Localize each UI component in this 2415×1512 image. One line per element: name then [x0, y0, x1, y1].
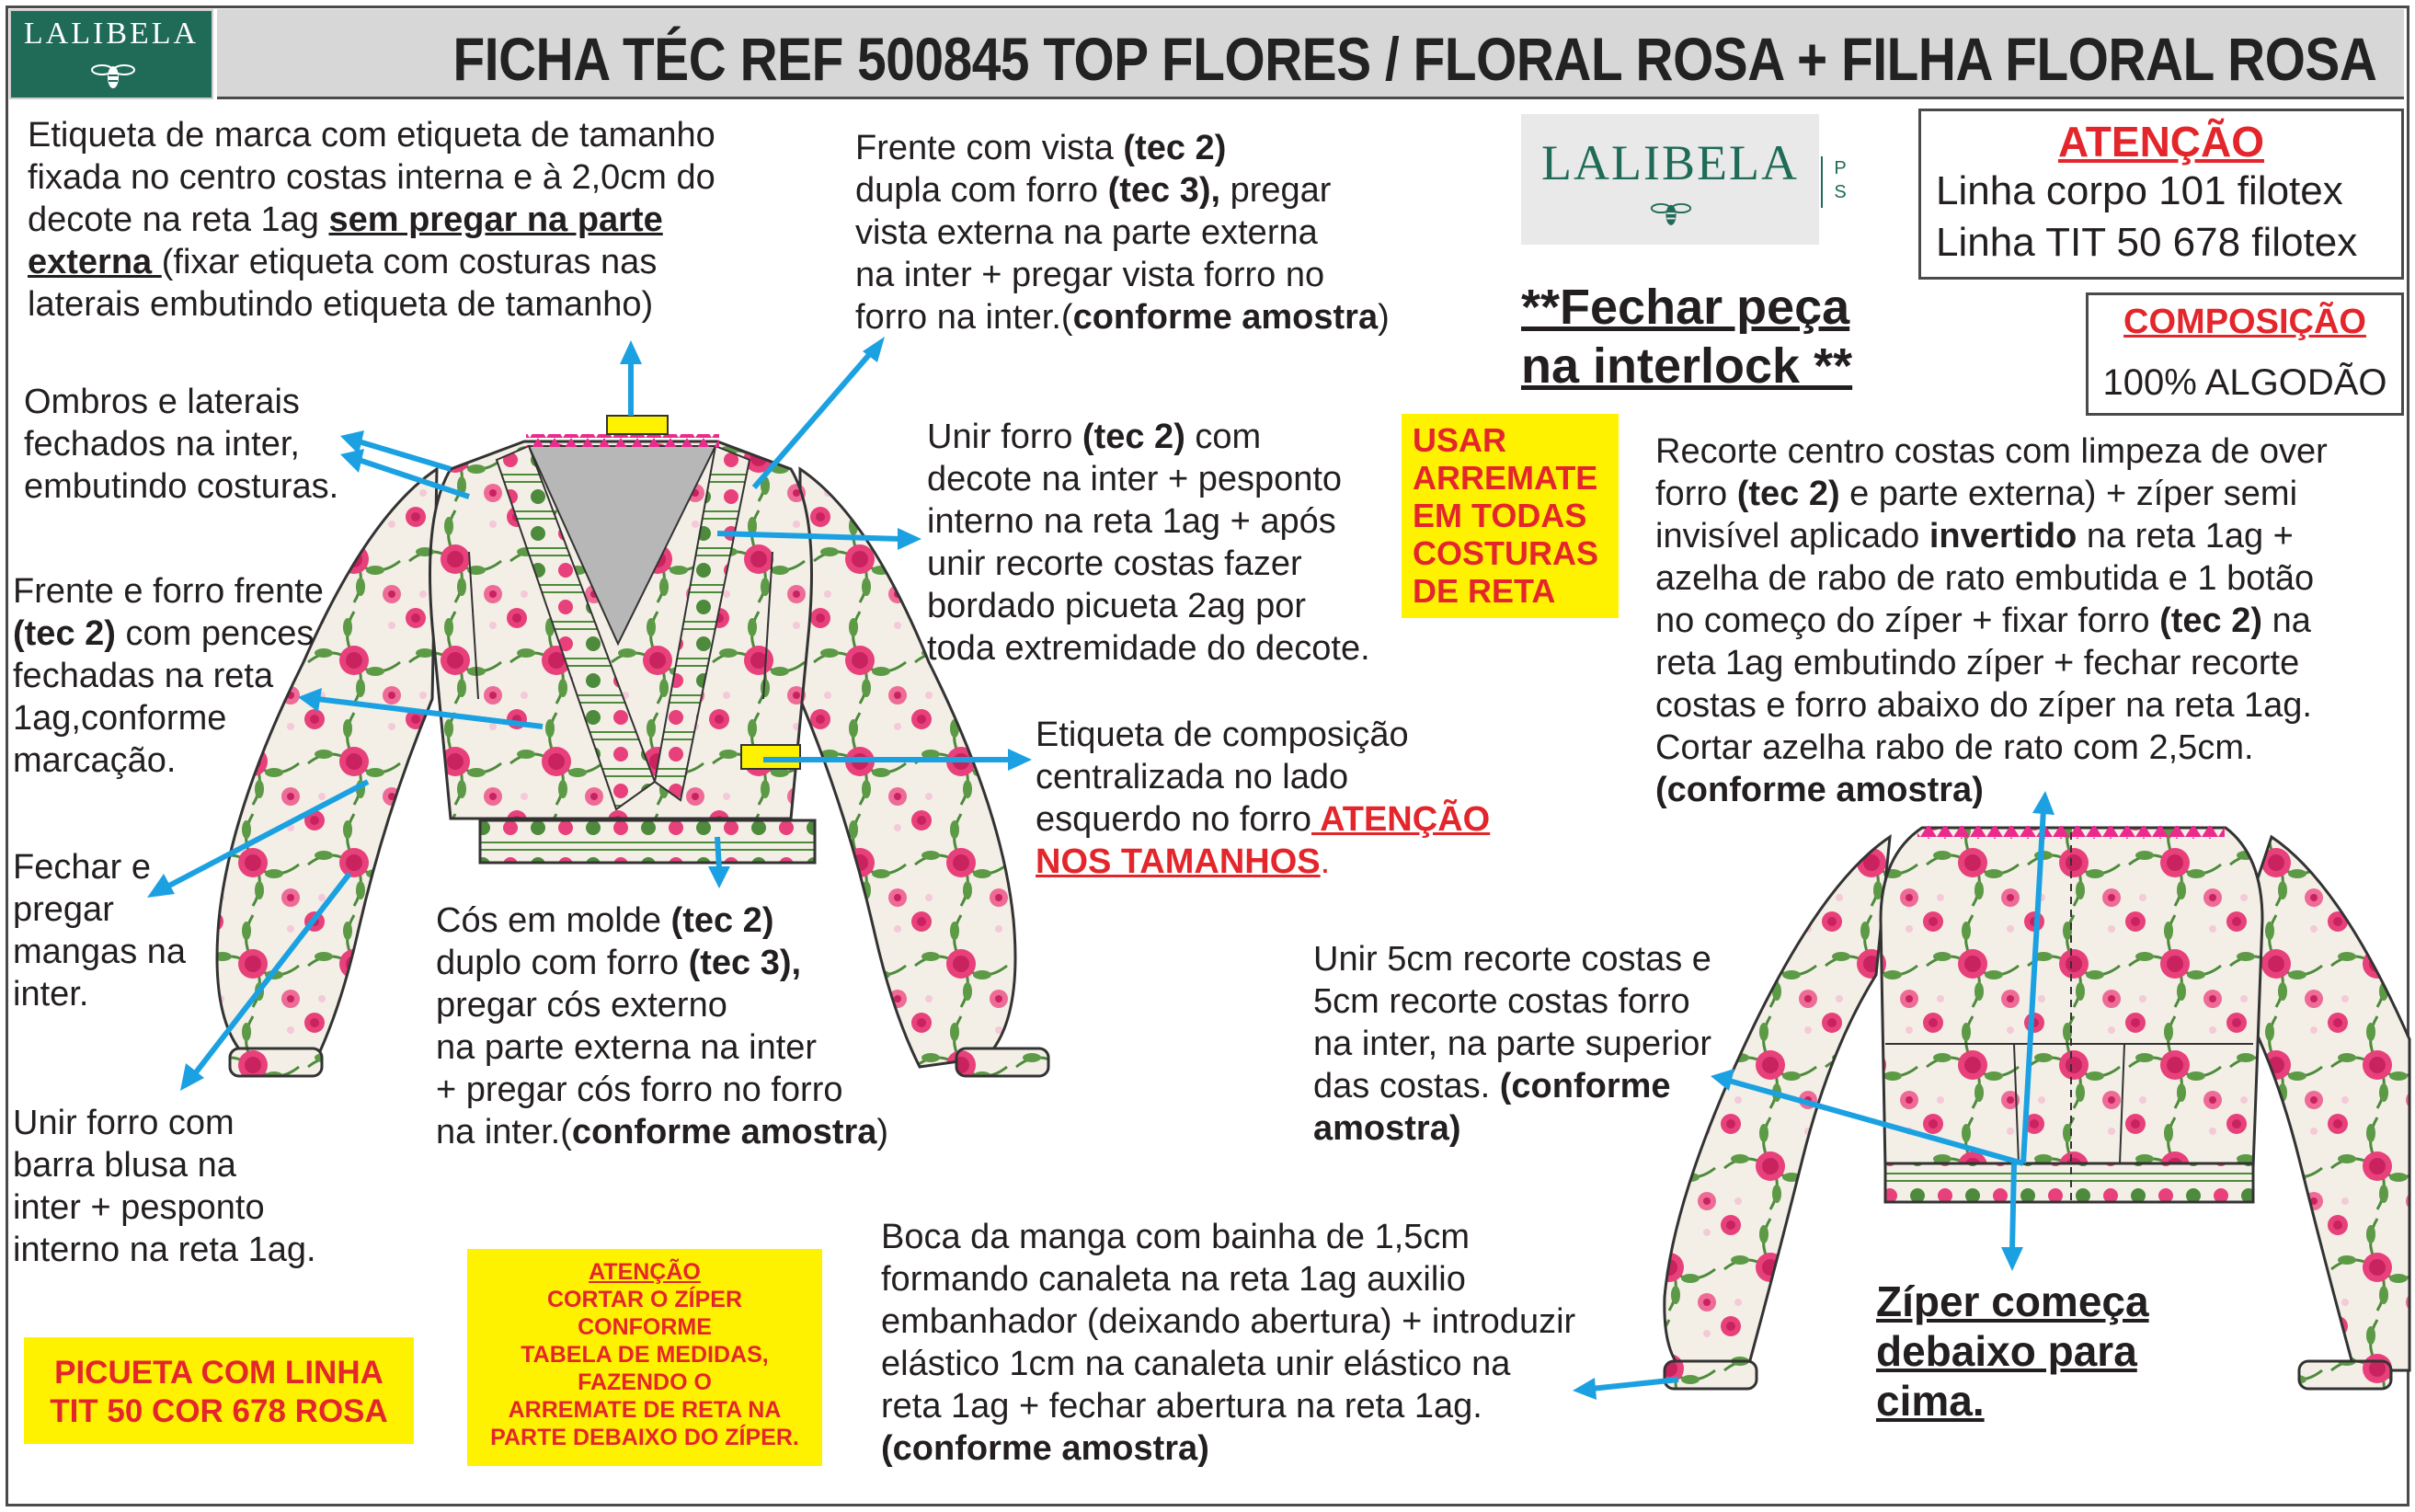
- attention-line-1: Linha corpo 101 filotex: [1936, 168, 2343, 213]
- brand-p-letter: P: [1834, 158, 1847, 178]
- note-line: Zíper começa: [1876, 1277, 2149, 1325]
- note-emphasis: (tec 2): [13, 614, 116, 653]
- note-emphasis: (tec 2): [670, 901, 774, 940]
- note-line: barra blusa na: [13, 1146, 236, 1185]
- note-line: 5cm recorte costas forro: [1313, 982, 1690, 1021]
- note-emphasis: sem pregar na parte: [328, 200, 663, 239]
- note-text: decote na reta 1ag: [28, 200, 329, 239]
- note-line: laterais embutindo etiqueta de tamanho): [28, 285, 654, 324]
- note-line: (conforme amostra): [881, 1429, 1209, 1468]
- note-warning: ATENÇÃO: [1311, 800, 1491, 839]
- note-frente-forro: [13, 570, 324, 782]
- note-text: ): [876, 1113, 889, 1151]
- note-text: ): [1378, 298, 1390, 337]
- picueta-line-1: PICUETA COM LINHA: [54, 1355, 383, 1391]
- note-warning: NOS TAMANHOS: [1036, 842, 1321, 881]
- note-line: Etiqueta de composição: [1036, 716, 1409, 754]
- note-line: Ombros e laterais: [24, 383, 300, 421]
- close-note-line-1: **Fechar peça: [1521, 280, 1850, 335]
- note-line: cima.: [1876, 1377, 1985, 1425]
- arremate-line: USAR: [1413, 421, 1507, 459]
- composition-title: COMPOSIÇÃO: [2123, 303, 2366, 341]
- note-line: [855, 296, 1390, 338]
- note-line: reta 1ag embutindo zíper + fechar recorte: [1655, 644, 2300, 682]
- page-title: FICHA TÉC REF 500845 TOP FLORES / FLORAL ROSA + FILHA FLORAL ROSA: [452, 25, 2376, 93]
- note-line: [1655, 515, 2328, 557]
- note-line: [1655, 473, 2328, 515]
- note-text: Unir forro: [927, 418, 1082, 456]
- note-line: [28, 199, 715, 241]
- note-line: reta 1ag + fechar abertura na reta 1ag.: [881, 1387, 1482, 1426]
- note-line: amostra): [1313, 1109, 1461, 1148]
- note-text: esquerdo no forro: [1036, 800, 1311, 839]
- note-line: na inter, na parte superior: [1313, 1025, 1712, 1063]
- arremate-line: COSTURAS: [1413, 534, 1599, 572]
- note-warning: .: [1320, 842, 1331, 881]
- note-emphasis: externa: [28, 243, 162, 281]
- note-text: na: [2262, 601, 2311, 640]
- note-line: marcação.: [13, 741, 177, 780]
- note-line: [1313, 1065, 1711, 1107]
- note-line: na parte externa na inter: [436, 1028, 818, 1067]
- note-cos: [436, 899, 888, 1153]
- note-text: duplo com forro: [436, 944, 689, 982]
- note-text: na reta 1ag +: [2077, 517, 2294, 556]
- note-line: [855, 169, 1390, 212]
- note-line: [28, 241, 715, 283]
- note-line: na inter + pregar vista forro no: [855, 256, 1325, 294]
- header-logo-text: LALIBELA: [23, 17, 200, 51]
- note-text: invisível aplicado: [1655, 517, 1929, 556]
- note-etiqueta-marca: [28, 114, 715, 326]
- note-text: forro na inter.(: [855, 298, 1073, 337]
- ziper-warning-line: TABELA DE MEDIDAS,: [521, 1342, 769, 1368]
- note-line: [855, 127, 1390, 169]
- note-etiqueta-composicao: [1036, 714, 1490, 883]
- note-line: vista externa na parte externa: [855, 213, 1318, 252]
- note-emphasis: (tec 2): [1736, 475, 1840, 513]
- attention-title: ATENÇÃO: [2057, 118, 2265, 166]
- note-text: das costas.: [1313, 1067, 1500, 1105]
- note-line: pregar cós externo: [436, 986, 727, 1025]
- brand-logo-text: LALIBELA: [1541, 135, 1799, 190]
- note-line: embutindo costuras.: [24, 467, 339, 506]
- note-text: e parte externa) + zíper semi: [1839, 475, 2298, 513]
- note-unir-5cm: [1313, 938, 1711, 1150]
- note-line: Cortar azelha rabo de rato com 2,5cm.: [1655, 728, 2254, 767]
- note-line: azelha de rabo de rato embutida e 1 botão: [1655, 559, 2315, 598]
- note-line: debaixo para: [1876, 1327, 2137, 1375]
- note-line: interno na reta 1ag + após: [927, 502, 1336, 541]
- ziper-warning-line: ARREMATE DE RETA NA: [508, 1397, 782, 1423]
- note-text: Frente com vista: [855, 129, 1124, 167]
- note-line: pregar: [13, 890, 114, 929]
- note-unir-forro-barra: [13, 1102, 316, 1271]
- note-line: Unir forro com: [13, 1104, 235, 1142]
- note-line: unir recorte costas fazer: [927, 544, 1302, 583]
- note-emphasis: (tec 3),: [1107, 171, 1221, 210]
- note-line: Boca da manga com bainha de 1,5cm: [881, 1218, 1471, 1256]
- note-line: [1036, 841, 1490, 883]
- note-line: [436, 942, 888, 984]
- note-line: fechadas na reta: [13, 657, 274, 695]
- note-line: formando canaleta na reta 1ag auxilio: [881, 1260, 1466, 1299]
- note-text: com pences: [115, 614, 315, 653]
- note-line: Fechar e: [13, 848, 151, 887]
- note-text: Cós em molde: [436, 901, 671, 940]
- ziper-warning-title: ATENÇÃO: [589, 1259, 701, 1285]
- note-line: [1036, 798, 1490, 841]
- close-note-line-2: na interlock **: [1521, 338, 1853, 394]
- note-frente-vista: [855, 127, 1390, 338]
- ziper-warning-line: PARTE DEBAIXO DO ZÍPER.: [490, 1425, 799, 1450]
- note-line: decote na inter + pesponto: [927, 460, 1343, 498]
- note-text: (fixar etiqueta com costuras nas: [161, 243, 658, 281]
- note-emphasis: (tec 2): [2159, 601, 2263, 640]
- note-line: 1ag,conforme: [13, 699, 227, 738]
- note-line: fixada no centro costas interna e à 2,0cm do: [28, 158, 715, 197]
- note-line: inter.: [13, 975, 89, 1014]
- note-emphasis: (tec 2): [1123, 129, 1227, 167]
- composition-value: 100% ALGODÃO: [2102, 362, 2387, 403]
- note-line: interno na reta 1ag.: [13, 1231, 316, 1269]
- arremate-line: ARREMATE: [1413, 459, 1598, 497]
- note-line: embanhador (deixando abertura) + introduzir: [881, 1302, 1576, 1341]
- note-line: [1655, 600, 2328, 642]
- note-line: [436, 899, 888, 942]
- note-line: Unir 5cm recorte costas e: [1313, 940, 1711, 979]
- note-line: Recorte centro costas com limpeza de over: [1655, 432, 2328, 471]
- note-ombros: [24, 381, 338, 508]
- note-unir-forro-decote: [927, 416, 1370, 670]
- note-boca-manga: [881, 1216, 1575, 1470]
- note-recorte-costas: [1655, 430, 2328, 811]
- ziper-warning-line: CORTAR O ZÍPER: [546, 1287, 743, 1312]
- note-fechar-mangas: [13, 846, 186, 1015]
- note-line: [436, 1111, 888, 1153]
- note-line: + pregar cós forro no forro: [436, 1071, 843, 1109]
- note-line: toda extremidade do decote.: [927, 629, 1370, 668]
- note-text: no começo do zíper + fixar forro: [1655, 601, 2160, 640]
- note-emphasis: invertido: [1929, 517, 2077, 556]
- attention-line-2: Linha TIT 50 678 filotex: [1936, 220, 2358, 265]
- note-text: pregar: [1220, 171, 1332, 210]
- note-emphasis: (tec 2): [1082, 418, 1185, 456]
- picueta-line-2: TIT 50 COR 678 ROSA: [50, 1393, 388, 1429]
- note-text: forro: [1655, 475, 1737, 513]
- note-line: [927, 416, 1370, 458]
- note-line: inter + pesponto: [13, 1188, 265, 1227]
- brand-s-letter: S: [1834, 182, 1847, 202]
- note-line: centralizada no lado: [1036, 758, 1349, 796]
- note-line: Frente e forro frente: [13, 572, 324, 611]
- note-line: mangas na: [13, 933, 187, 971]
- arremate-line: DE RETA: [1413, 572, 1556, 610]
- ziper-warning-line: CONFORME: [578, 1314, 712, 1340]
- note-text: dupla com forro: [855, 171, 1108, 210]
- note-line: fechados na inter,: [24, 425, 300, 464]
- ziper-warning-line: FAZENDO O: [578, 1369, 712, 1395]
- note-line: [13, 613, 324, 655]
- arremate-line: EM TODAS: [1413, 497, 1587, 534]
- note-text: na inter.(: [436, 1113, 572, 1151]
- note-line: Etiqueta de marca com etiqueta de tamanho: [28, 116, 715, 155]
- note-emphasis: conforme amostra: [1072, 298, 1379, 337]
- note-ziper-comeca: [1876, 1277, 2149, 1426]
- note-emphasis: (tec 3),: [688, 944, 802, 982]
- note-line: costas e forro abaixo do zíper na reta 1ag.: [1655, 686, 2312, 725]
- note-line: bordado picueta 2ag por: [927, 587, 1306, 625]
- note-line: (conforme amostra): [1655, 771, 1984, 809]
- note-line: elástico 1cm na canaleta unir elástico na: [881, 1345, 1511, 1383]
- note-emphasis: (conforme: [1499, 1067, 1671, 1105]
- note-text: com: [1185, 418, 1262, 456]
- note-emphasis: conforme amostra: [571, 1113, 877, 1151]
